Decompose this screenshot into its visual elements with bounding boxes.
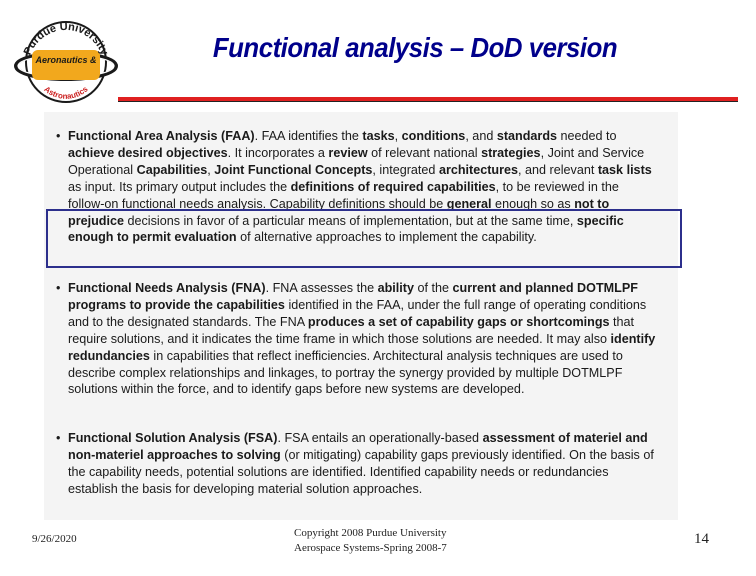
bullet-fsa-text: Functional Solution Analysis (FSA). FSA entails an operationally-based assessment of materiel and non-materiel approaches to solving (or mitigating) capability gaps previously identified. On the basis of the capability needs, potential solutions are identified. Identified capability needs or redundancies establish the basis for developing material solution approaches. xyxy=(68,431,654,496)
purdue-aeronautics-logo xyxy=(14,12,118,108)
logo-bottom-text: Astronautics xyxy=(42,84,90,101)
bullet-fsa xyxy=(56,430,656,498)
bullet-glyph: • xyxy=(56,431,61,445)
footer-copyright xyxy=(294,526,447,556)
bullet-glyph: • xyxy=(56,281,61,295)
highlight-box xyxy=(46,209,682,268)
logo-middle-text: Aeronautics & xyxy=(35,55,97,65)
page-number: 14 xyxy=(694,531,709,547)
footer-copyright-line1: Copyright 2008 Purdue University xyxy=(294,527,447,539)
logo-top-text: Purdue University xyxy=(21,20,111,57)
slide-title: Functional analysis – DoD version xyxy=(212,32,618,63)
footer-date: 9/26/2020 xyxy=(32,533,77,545)
bullet-glyph: • xyxy=(56,129,61,143)
bullet-fna xyxy=(56,280,656,398)
bullet-fna-text: Functional Needs Analysis (FNA). FNA assesses the ability of the current and planned DOTMLPF programs to provide the capabilities identified in the FAA, under the full range of operating conditions and to the designated standards. The FNA produces a set of capability gaps or shortcomings that require solutions, and it indicates the time frame in which those solutions are needed. It may also identify redundancies in capabilities that reflect inefficiencies. Architectural analysis techniques are used to describe complex relationships and linkages, to portray the synergy provided by multiple DOTMLPF solutions within the force, and to identify gaps before new systems are developed. xyxy=(68,281,656,397)
title-rule-black xyxy=(118,101,738,102)
footer-copyright-line2: Aerospace Systems-Spring 2008-7 xyxy=(294,542,447,554)
bullet-faa-text: Functional Area Analysis (FAA). FAA identifies the tasks, conditions, and standards needed to achieve desired objectives. It incorporates a review of relevant national strategies, Joint and Service Operational Capabilities, Joint Functional Concepts, integrated architectures, and relevant task lists as input. Its primary output includes the definitions of required capabilities, to be reviewed in the follow-on functional needs analysis. Capability definitions should be general enough so as not to prejudice decisions in favor of a particular means of implementation, but at the same time, specific enough to permit evaluation of alternative approaches to implement the capability. xyxy=(68,129,652,245)
